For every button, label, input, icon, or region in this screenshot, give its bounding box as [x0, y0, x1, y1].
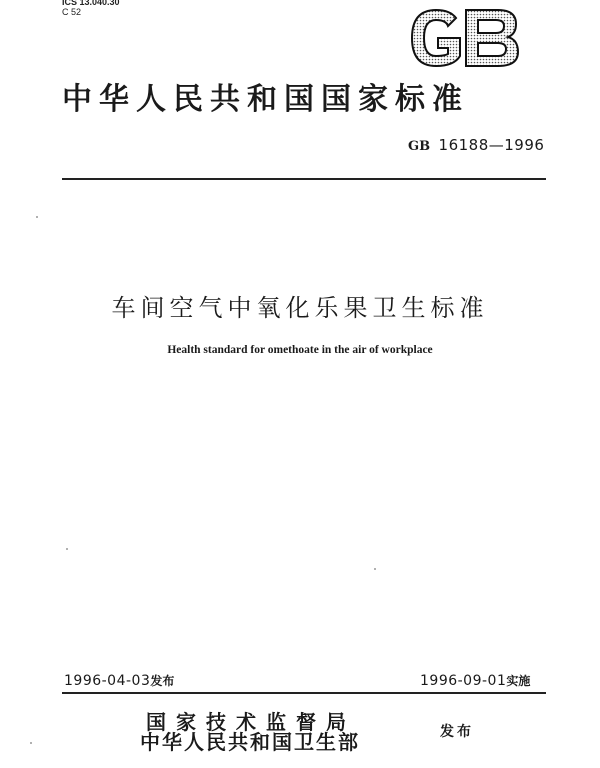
issue-label: 发布	[150, 674, 175, 688]
standard-number-value: 16188—1996	[438, 136, 545, 154]
scan-speck	[36, 216, 38, 218]
ccs-code: C 52	[62, 7, 82, 17]
standard-number	[408, 136, 544, 154]
document-title-cn: 车间空气中氧化乐果卫生标准	[111, 294, 489, 322]
issuer-state-bureau: 国家技术监督局	[146, 710, 356, 734]
national-standard-title: 中华人民共和国国家标准	[62, 82, 469, 117]
issue-date-value: 1996-04-03	[64, 673, 151, 689]
scan-speck	[66, 548, 68, 550]
bottom-divider	[62, 692, 546, 694]
top-divider	[62, 178, 546, 180]
gb-logo	[404, 4, 522, 72]
implement-date	[420, 672, 530, 689]
standard-prefix: GB	[408, 139, 431, 154]
publish-label: 发布	[440, 724, 474, 740]
document-title-en: Health standard for omethoate in the air of workplace	[167, 344, 433, 356]
issue-date	[64, 672, 174, 689]
ics-code: ICS 13.040.30	[62, 0, 120, 7]
issuer-ministry-of-health: 中华人民共和国卫生部	[140, 730, 360, 754]
implement-label: 实施	[506, 674, 531, 688]
scan-speck	[30, 742, 32, 744]
scan-speck	[374, 568, 376, 570]
implement-date-value: 1996-09-01	[420, 673, 507, 689]
